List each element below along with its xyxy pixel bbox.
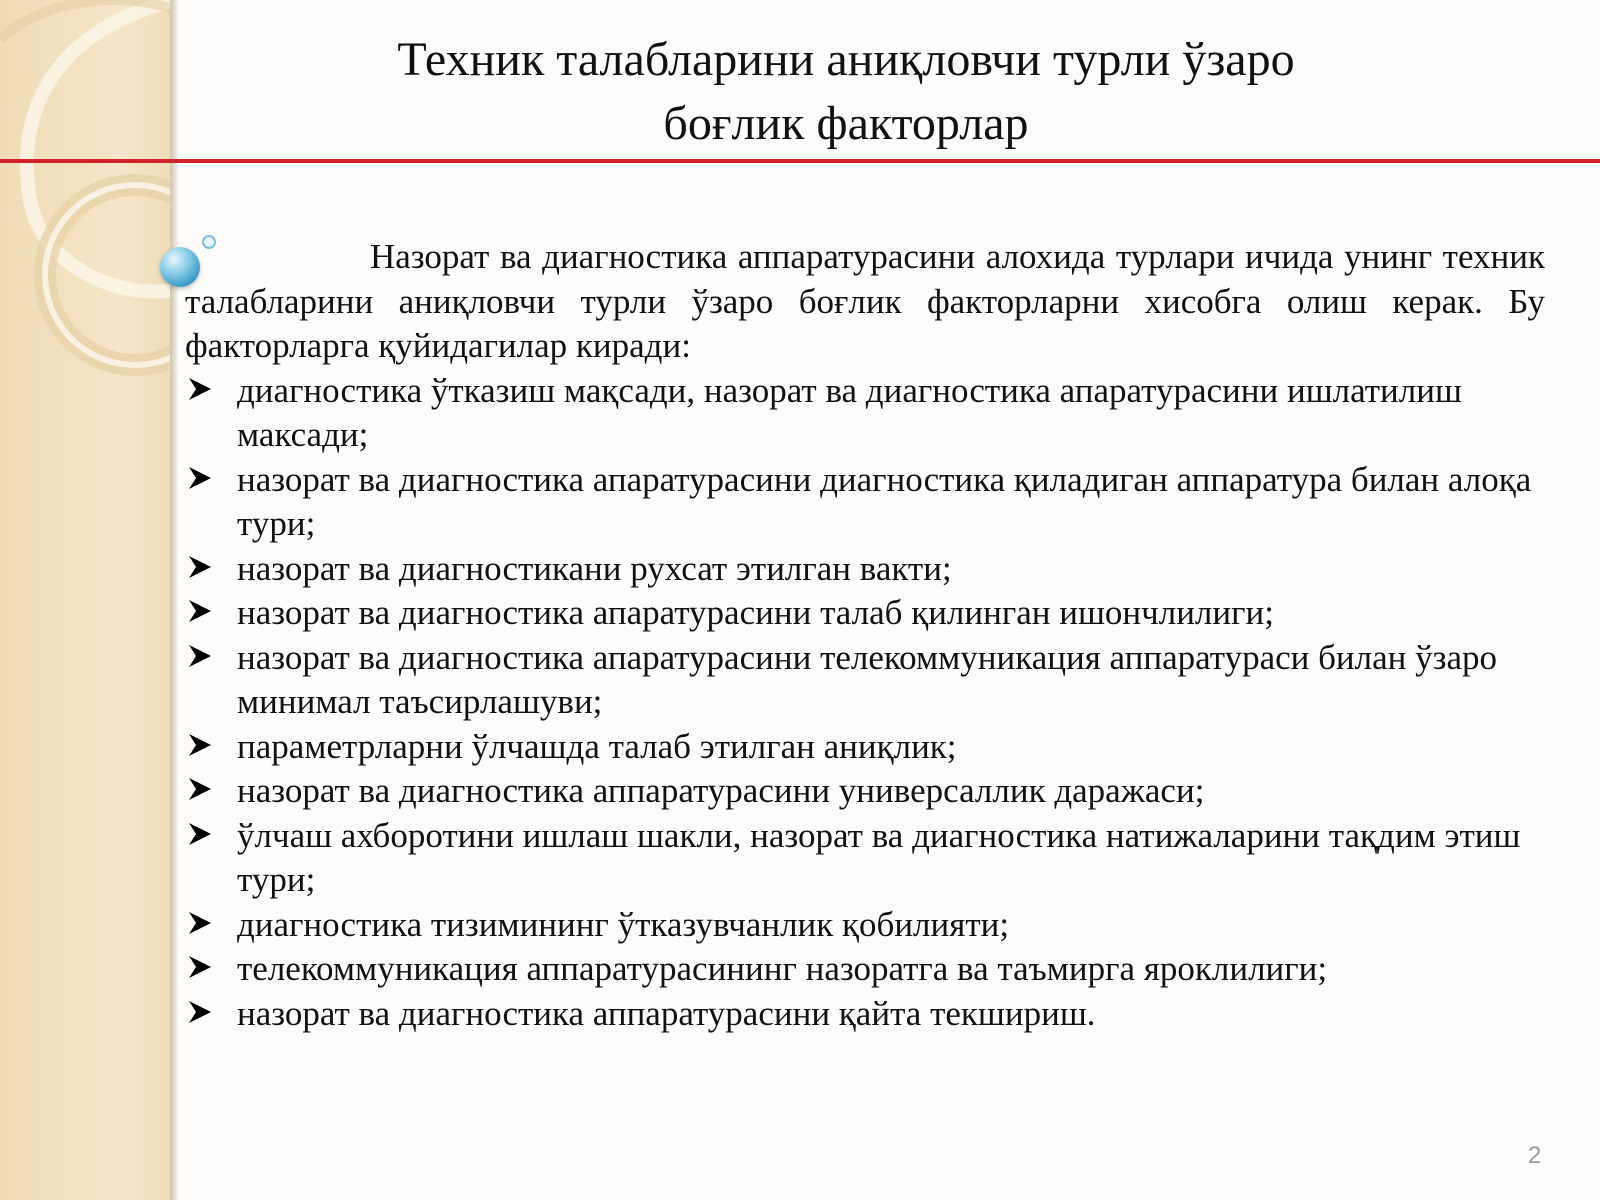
list-item-text: диагностика тизимининг ўтказувчанлик қобилияти; — [237, 904, 1010, 944]
decorative-side-panel — [0, 0, 176, 1200]
list-item-text: назорат ва диагностика аппаратурасини универсаллик даражаси; — [237, 771, 1205, 810]
arrowhead-bullet-icon — [187, 554, 213, 580]
list-item-text: диагностика ўтказиш мақсади, назорат ва диагностика апаратурасини ишлатилиш максади; — [237, 370, 1462, 454]
arrowhead-bullet-icon — [187, 598, 213, 624]
list-item-text: ўлчаш ахборотини ишлаш шакли, назорат ва диагностика натижаларини тақдим этиш тури; — [237, 815, 1521, 899]
intro-paragraph: Назорат ва диагностика аппаратурасини алохида турлари ичида унинг техник талабларини аниқловчи турли ўзаро боғлик факторларни хисобга олиш керак. Бу факторларга қуйидагилар киради: — [185, 237, 1545, 365]
list-item — [185, 725, 1545, 770]
list-item-text: назорат ва диагностика апаратурасини телекоммуникация аппаратураси билан ўзаро минимал таъсирлашуви; — [237, 637, 1497, 721]
arrowhead-bullet-icon — [187, 376, 213, 402]
factor-list — [185, 369, 1545, 1037]
list-item — [185, 591, 1545, 636]
arrowhead-bullet-icon — [187, 954, 213, 980]
title-divider — [0, 159, 1600, 163]
slide-title-line-2: боғлик факторлар — [663, 97, 1029, 150]
list-item — [185, 547, 1545, 592]
list-item — [185, 369, 1545, 458]
list-item — [185, 458, 1545, 547]
list-item — [185, 636, 1545, 725]
slide-title — [176, 28, 1516, 156]
arrowhead-bullet-icon — [187, 821, 213, 847]
list-item-text: назорат ва диагностика апаратурасини диагностика қиладиган аппаратура билан алоқа тури; — [237, 459, 1532, 543]
list-item — [185, 947, 1545, 992]
list-item — [185, 992, 1545, 1037]
arrowhead-bullet-icon — [187, 910, 213, 936]
slide-title-line-1: Техник талабларини аниқловчи турли ўзаро — [397, 33, 1295, 86]
arrowhead-bullet-icon — [187, 465, 213, 491]
list-item-text: телекоммуникация аппаратурасининг назоратга ва таъмирга яроклилиги; — [237, 949, 1328, 988]
slide-body — [185, 235, 1545, 1036]
list-item-text: назорат ва диагностикани рухсат этилган вакти; — [237, 548, 952, 588]
list-item — [185, 814, 1545, 903]
panel-edge-shadow — [170, 0, 178, 1200]
list-item — [185, 769, 1545, 814]
arrowhead-bullet-icon — [187, 999, 213, 1025]
arrowhead-bullet-icon — [187, 776, 213, 802]
list-item — [185, 903, 1545, 948]
list-item-text: назорат ва диагностика апаратурасини талаб қилинган ишончлилиги; — [237, 593, 1274, 632]
list-item-text: назорат ва диагностика аппаратурасини қайта текшириш. — [237, 993, 1096, 1033]
page-number: 2 — [1528, 1142, 1542, 1169]
decorative-arcs — [0, 0, 176, 1200]
arrowhead-bullet-icon — [187, 643, 213, 669]
list-item-text: параметрларни ўлчашда талаб этилган аниқлик; — [237, 726, 957, 766]
arrowhead-bullet-icon — [187, 732, 213, 758]
